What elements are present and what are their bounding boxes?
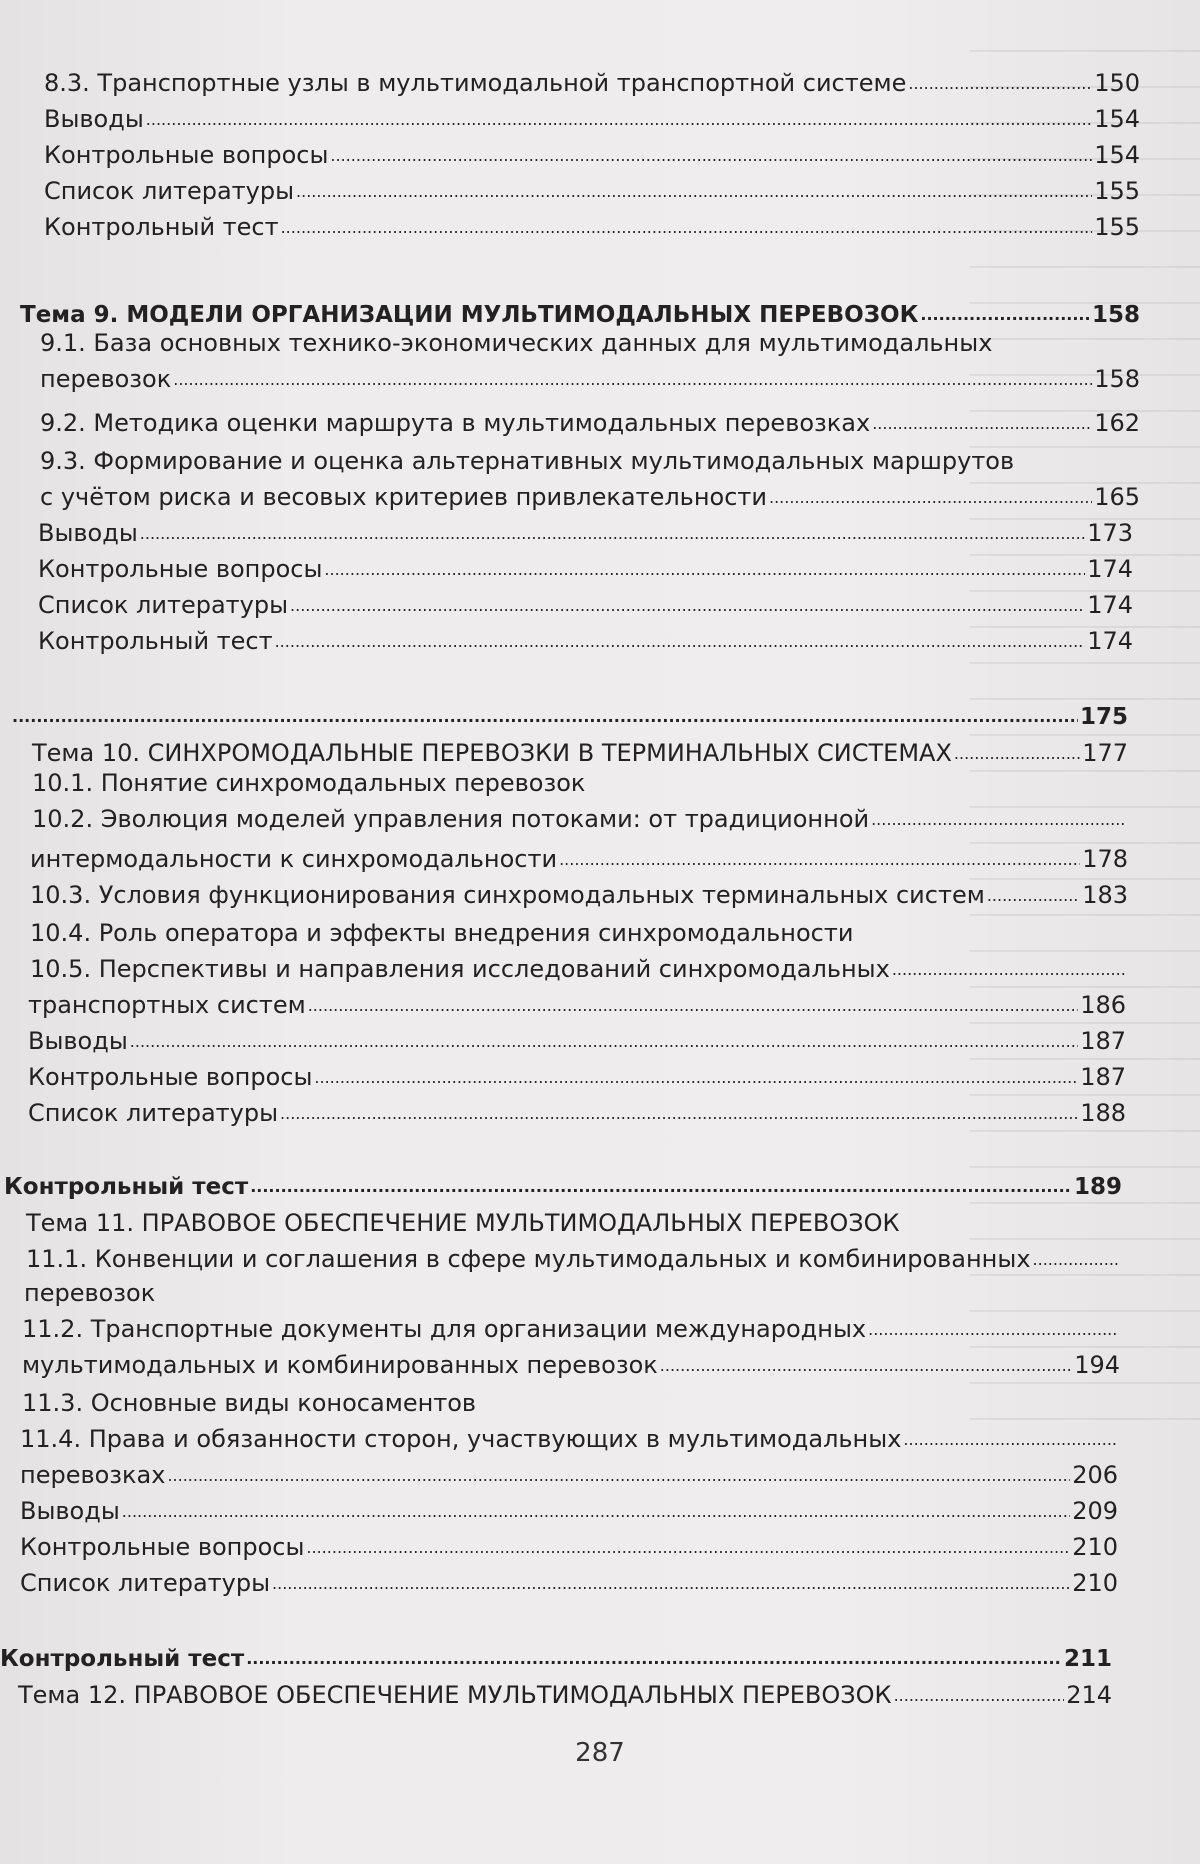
dot-leader [330, 138, 1092, 171]
toc-entry [28, 1062, 1126, 1095]
toc-entry-page: 210 [1072, 1533, 1118, 1561]
toc-entry-title: транспортных систем [28, 991, 306, 1019]
toc-entry-title-line1: 10.4. Роль оператора и эффекты внедрения синхромодальности [30, 919, 854, 947]
toc-entry [22, 1314, 1120, 1347]
dot-leader [987, 878, 1080, 911]
toc-entry-page: 187 [1080, 1027, 1126, 1055]
toc-entry [28, 1026, 1126, 1059]
dot-leader [275, 624, 1086, 657]
toc-entry [20, 1460, 1118, 1493]
dot-leader [894, 1678, 1065, 1711]
dot-leader [892, 952, 1126, 985]
toc-entry [22, 1350, 1120, 1383]
page-number: 287 [575, 1738, 625, 1768]
toc-entry-page: 206 [1072, 1461, 1118, 1489]
dot-leader [324, 552, 1085, 585]
toc-entry [30, 844, 1128, 877]
toc-entry-page: 154 [1094, 105, 1140, 133]
toc-entry-page: 189 [1073, 1174, 1122, 1200]
dot-leader [250, 1170, 1072, 1202]
toc-entry [20, 1496, 1118, 1529]
dot-leader [868, 1312, 1118, 1345]
dot-leader [954, 736, 1080, 769]
toc-entry [38, 518, 1133, 551]
toc-entry-title: Список литературы [44, 177, 295, 205]
toc-entry-title: Выводы [28, 1027, 128, 1055]
dot-leader [769, 480, 1092, 513]
toc-entry-page: 155 [1094, 177, 1140, 205]
toc-topic-heading [4, 1172, 1122, 1204]
toc-entry-title: Контрольный тест [44, 213, 279, 241]
toc-entry-page: 154 [1094, 141, 1140, 169]
toc-entry-title-line1: Тема 11. ПРАВОВОЕ ОБЕСПЕЧЕНИЕ МУЛЬТИМОДАЛЬНЫХ ПЕРЕВОЗОК [26, 1209, 900, 1237]
toc-entry [28, 990, 1126, 1023]
toc-entry-page: 162 [1094, 409, 1140, 437]
toc-entry-title: 9.2. Методика оценки маршрута в мультимодальных перевозках [40, 409, 871, 437]
toc-entry [38, 554, 1133, 587]
toc-entry-title-line1: 10.1. Понятие синхромодальных перевозок [32, 769, 586, 797]
toc-entry-page: 210 [1072, 1569, 1118, 1597]
dot-leader [122, 1494, 1070, 1527]
dot-leader [903, 1422, 1116, 1455]
dot-leader [12, 700, 1078, 732]
dot-leader [272, 1566, 1070, 1599]
toc-entry-page: 150 [1094, 69, 1140, 97]
toc-entry-page: 165 [1094, 483, 1140, 511]
toc-entry-title-line1: 11.3. Основные виды коносаментов [22, 1389, 477, 1417]
toc-entry [32, 738, 1128, 771]
toc-topic-title: Тема 9. МОДЕЛИ ОРГАНИЗАЦИИ МУЛЬТИМОДАЛЬНЫХ ПЕРЕВОЗОК [20, 302, 919, 328]
toc-entry-title: 10.5. Перспективы и направления исследований синхромодальных [30, 955, 890, 983]
toc-entry-title: 11.4. Права и обязанности сторон, участвующих в мультимодальных [20, 1425, 902, 1453]
toc-entry-title-line1: 9.1. База основных технико-экономических данных для мультимодальных [40, 329, 993, 357]
dot-leader [908, 66, 1092, 99]
dot-leader [308, 988, 1078, 1021]
toc-entry-page: 178 [1082, 845, 1128, 873]
toc-entry [28, 1098, 1126, 1131]
dot-leader [246, 1642, 1062, 1674]
toc-entry-title: Выводы [20, 1497, 120, 1525]
dot-leader [173, 362, 1092, 395]
toc-entry [26, 1244, 1122, 1277]
toc-entry-page: 173 [1087, 519, 1133, 547]
toc-entry-title: Тема 10. СИНХРОМОДАЛЬНЫЕ ПЕРЕВОЗКИ В ТЕРМИНАЛЬНЫХ СИСТЕМАХ [32, 739, 952, 767]
toc-entry [30, 880, 1128, 913]
toc-topic-title: Контрольный тест [4, 1174, 249, 1200]
toc-entry-title: Контрольный тест [38, 627, 273, 655]
dot-leader [314, 1060, 1078, 1093]
toc-entry-title: 11.1. Конвенции и соглашения в сфере мультимодальных и комбинированных [26, 1245, 1031, 1273]
toc-entry-title: 10.3. Условия функционирования синхромодальных терминальных систем [30, 881, 985, 909]
toc-entry [40, 364, 1140, 397]
dot-leader [872, 406, 1092, 439]
toc-entry-page: 158 [1091, 302, 1140, 328]
dot-leader [920, 298, 1090, 330]
toc-entry-title: Тема 12. ПРАВОВОЕ ОБЕСПЕЧЕНИЕ МУЛЬТИМОДАЛЬНЫХ ПЕРЕВОЗОК [18, 1681, 892, 1709]
toc-entry [30, 954, 1128, 987]
dot-leader [1033, 1242, 1120, 1275]
toc-entry-page: 211 [1063, 1646, 1112, 1672]
toc-entry-title: интермодальности к синхромодальности [30, 845, 558, 873]
toc-entry-page: 174 [1087, 591, 1133, 619]
dot-leader [146, 102, 1092, 135]
toc-entry [44, 104, 1140, 137]
dot-leader [140, 516, 1085, 549]
toc-entry [44, 140, 1140, 173]
toc-entry-page: 187 [1080, 1063, 1126, 1091]
toc-entry [44, 176, 1140, 209]
toc-entry-page: 209 [1072, 1497, 1118, 1525]
dot-leader [296, 174, 1092, 207]
toc-topic-heading [10, 702, 1128, 734]
toc-entry-page: 175 [1079, 704, 1128, 730]
toc-entry-title: Контрольные вопросы [38, 555, 323, 583]
toc-entry [20, 1532, 1118, 1565]
dot-leader [871, 802, 1126, 835]
toc-entry-page: 174 [1087, 555, 1133, 583]
toc-entry-title-line1: перевозок [24, 1279, 156, 1307]
toc-entry-title-line1: 9.3. Формирование и оценка альтернативных мультимодальных маршрутов [40, 447, 1015, 475]
toc-entry-page: 155 [1094, 213, 1140, 241]
toc-entry [38, 590, 1133, 623]
toc-entry-page: 183 [1082, 881, 1128, 909]
toc-topic-title: Контрольный тест [0, 1646, 245, 1672]
toc-entry [20, 1568, 1118, 1601]
toc-entry-page: 177 [1082, 739, 1128, 767]
toc-entry [44, 68, 1140, 101]
toc-entry [38, 626, 1133, 659]
toc-entry [32, 804, 1128, 837]
toc-entry [18, 1680, 1112, 1713]
toc-entry [44, 212, 1140, 245]
dot-leader [280, 1096, 1078, 1129]
toc-entry-title: 8.3. Транспортные узлы в мультимодальной транспортной системе [44, 69, 907, 97]
dot-leader [559, 842, 1080, 875]
toc-entry-title: Контрольные вопросы [28, 1063, 313, 1091]
toc-entry-page: 158 [1094, 365, 1140, 393]
toc-entry-title: перевозках [20, 1461, 166, 1489]
toc-entry-title: Контрольные вопросы [44, 141, 329, 169]
toc-entry-title: 11.2. Транспортные документы для организации международных [22, 1315, 867, 1343]
toc-entry-title: Выводы [38, 519, 138, 547]
dot-leader [281, 210, 1093, 243]
toc-entry-page: 186 [1080, 991, 1126, 1019]
toc-entry-title: 10.2. Эволюция моделей управления потоками: от традиционной [32, 805, 870, 833]
dot-leader [130, 1024, 1078, 1057]
toc-entry [20, 1424, 1118, 1457]
toc-entry-page: 188 [1080, 1099, 1126, 1127]
dot-leader [306, 1530, 1070, 1563]
dot-leader [167, 1458, 1070, 1491]
toc-entry-page: 214 [1066, 1681, 1112, 1709]
toc-entry-title: Список литературы [28, 1099, 279, 1127]
toc-entry-page: 194 [1074, 1351, 1120, 1379]
toc-topic-heading [0, 1644, 1112, 1676]
toc-entry-title: перевозок [40, 365, 172, 393]
toc-entry-title: Список литературы [38, 591, 289, 619]
dot-leader [290, 588, 1085, 621]
toc-entry-title: Выводы [44, 105, 144, 133]
toc-entry-title: мультимодальных и комбинированных перевозок [22, 1351, 658, 1379]
toc-entry [40, 482, 1140, 515]
toc-entry [40, 408, 1140, 441]
dot-leader [660, 1348, 1072, 1381]
toc-entry-title: Список литературы [20, 1569, 271, 1597]
toc-entry-title: Контрольные вопросы [20, 1533, 305, 1561]
toc-entry-page: 174 [1087, 627, 1133, 655]
toc-entry-title: с учётом риска и весовых критериев привлекательности [40, 483, 767, 511]
